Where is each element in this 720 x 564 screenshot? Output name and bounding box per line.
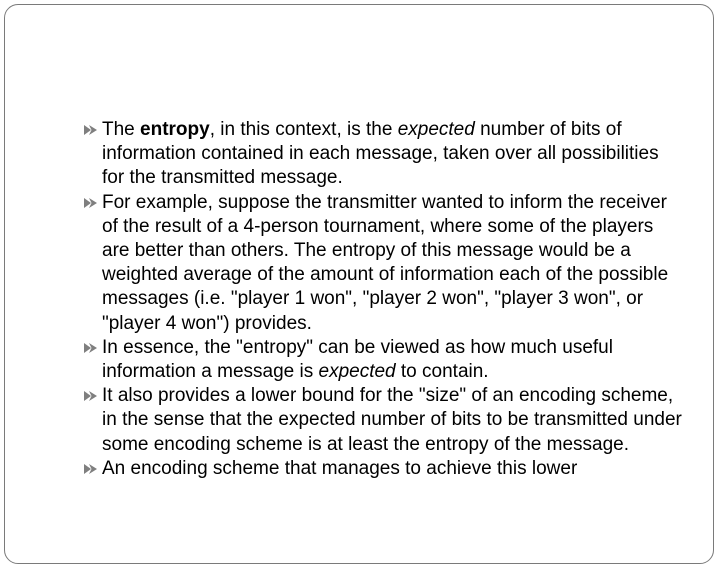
chevron-bullet-icon	[82, 118, 102, 142]
bullet-essence	[82, 336, 682, 384]
bullet-text: number of bits of information contained in each message, taken over all possibilities for the transmitted message.	[102, 119, 659, 189]
italic-term: expected	[397, 119, 475, 140]
bullet-text: In essence, the "entropy" can be viewed as how much useful information a message is	[102, 336, 613, 383]
chevron-bullet-icon	[82, 384, 102, 408]
bullet-entropy-definition	[82, 118, 682, 191]
chevron-bullet-icon	[82, 191, 102, 215]
chevron-bullet-icon	[82, 457, 102, 481]
bullet-encoding-scheme	[82, 457, 682, 481]
chevron-bullet-icon	[82, 336, 102, 360]
slide-body	[82, 118, 682, 481]
bold-term: entropy	[140, 119, 210, 140]
bullet-text: , in this context, is the	[209, 119, 398, 140]
bullet-example	[82, 191, 682, 336]
bullet-text: The	[102, 119, 141, 140]
bullet-text: For example, suppose the transmitter wanted to inform the receiver of the result of a 4-person tournament, where some of the players are better than others. The entropy of this message would be a weighted average of the amount of information each of the possible messages (i.e. "player 1 won", "player 2 won", "player 3 won", or "player 4 won") provides.	[102, 191, 669, 334]
bullet-lower-bound	[82, 384, 682, 457]
bullet-text: It also provides a lower bound for the "size" of an encoding scheme, in the sense that the expected number of bits to be transmitted under some encoding scheme is at least the entropy of the message.	[102, 385, 682, 455]
italic-term: expected	[318, 361, 396, 383]
bullet-text: to contain.	[395, 361, 489, 383]
bullet-text: An encoding scheme that manages to achieve this lower	[102, 457, 578, 479]
